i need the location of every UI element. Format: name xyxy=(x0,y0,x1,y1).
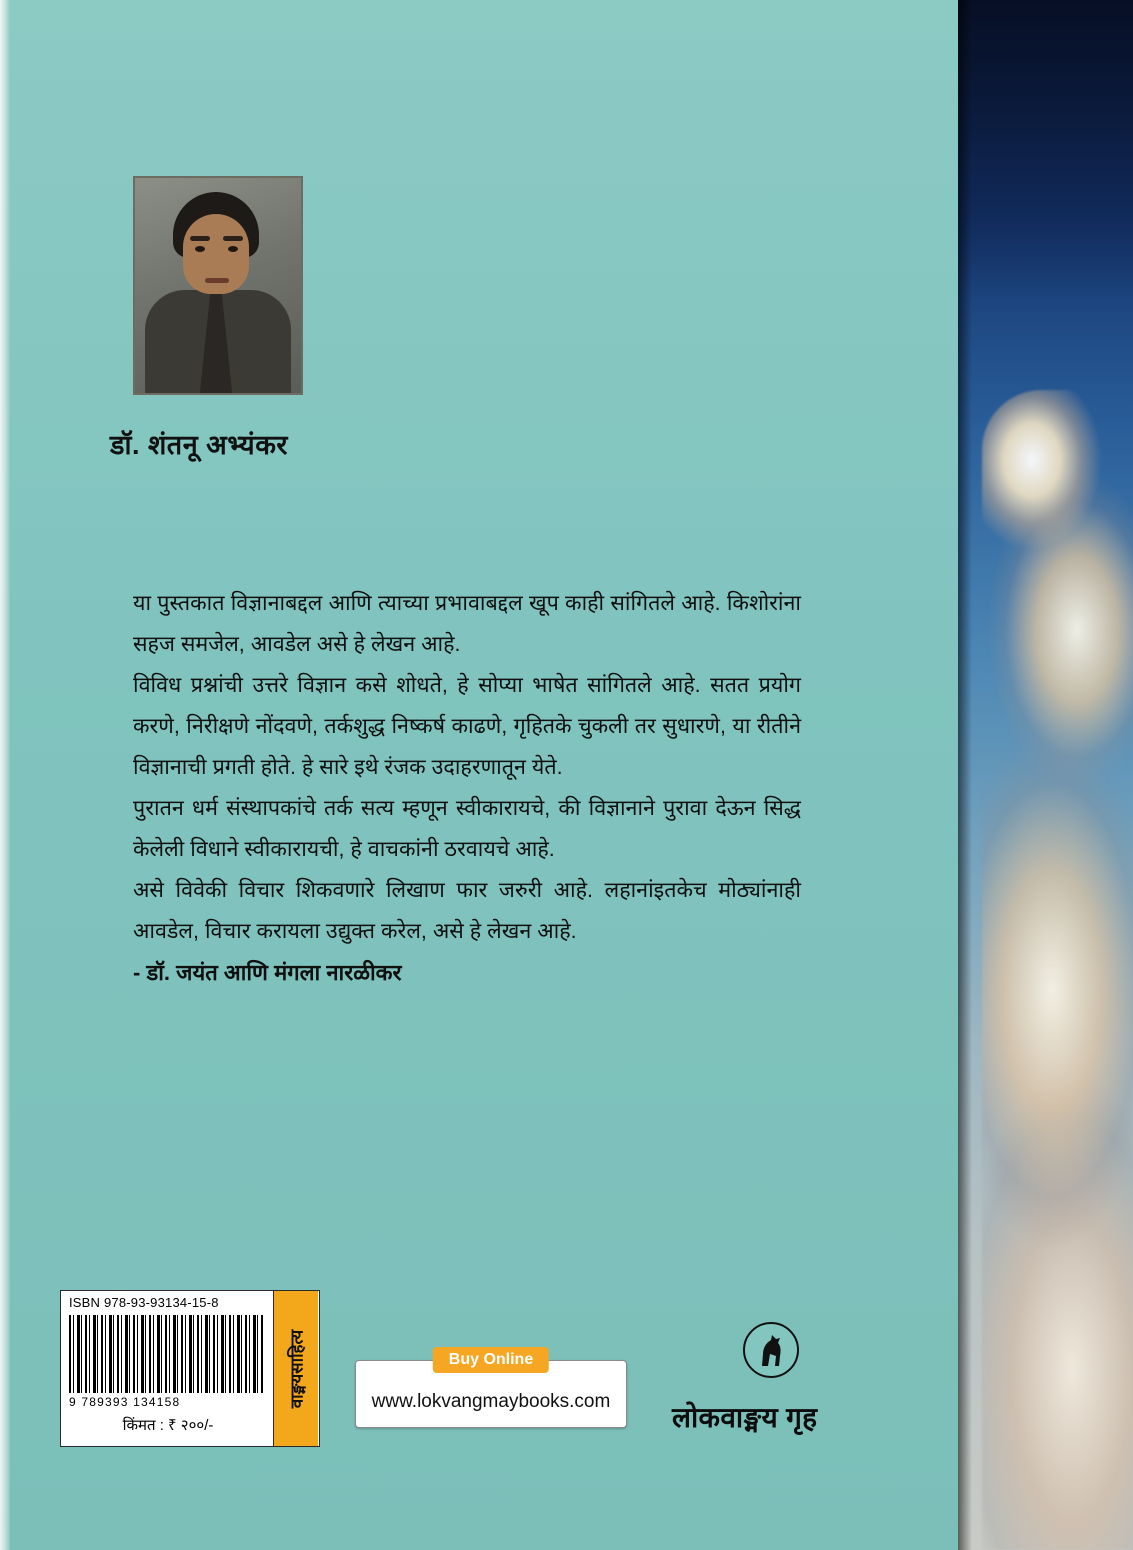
isbn-main xyxy=(61,1291,273,1446)
front-cover-sliver xyxy=(958,0,1133,1550)
horse-logo-icon xyxy=(756,1332,786,1368)
isbn-series-label: वाङ्मयसाहित्य xyxy=(287,1329,307,1408)
blurb-paragraph-3: पुरातन धर्म संस्थापकांचे तर्क सत्य म्हणून स्वीकारायचे, की विज्ञानाने पुरावा देऊन सिद्ध केलेली विधाने स्वीकारायची, हे वाचकांनी ठरवायचे आहे. xyxy=(133,796,801,861)
isbn-number: ISBN 978-93-93134-15-8 xyxy=(69,1295,219,1310)
spine-shadow xyxy=(958,0,972,1550)
blurb-paragraph-2: विविध प्रश्नांची उत्तरे विज्ञान कसे शोधते, हे सोप्या भाषेत सांगितले आहे. सतत प्रयोग करणे, निरीक्षणे नोंदवणे, तर्कशुद्ध निष्कर्ष काढणे, गृहितके चुकली तर सुधारणे, या रीतीने विज्ञानाची प्रगती होते. हे सारे इथे रंजक उदाहरणातून येते. xyxy=(133,673,801,779)
blurb-attribution: - डॉ. जयंत आणि मंगला नारळीकर xyxy=(133,960,402,985)
blurb-text-block xyxy=(133,583,801,993)
price-label: किंमत : ₹ २००/- xyxy=(122,1417,214,1434)
photo-eye-right xyxy=(228,246,238,252)
buy-online-box[interactable] xyxy=(355,1351,627,1428)
buy-online-button[interactable]: Buy Online xyxy=(433,1347,549,1373)
photo-eyebrow-left xyxy=(190,236,210,241)
sky-dark-top xyxy=(958,0,1133,300)
photo-eye-left xyxy=(195,246,205,252)
author-name: डॉ. शंतनू अभ्यंकर xyxy=(110,430,288,460)
publisher-name: लोकवाङ्मय गृह xyxy=(672,1402,818,1433)
photo-eyebrow-right xyxy=(223,236,243,241)
cloud-image xyxy=(982,390,1133,1550)
buy-online-url[interactable]: www.lokvangmaybooks.com xyxy=(371,1391,611,1412)
author-photo xyxy=(133,176,303,395)
barcode-digits: 9 789393 134158 xyxy=(69,1395,181,1409)
isbn-barcode-block xyxy=(60,1290,320,1447)
blurb-paragraph-4: असे विवेकी विचार शिकवणारे लिखाण फार जरुरी आहे. लहानांइतकेच मोठ्यांनाही आवडेल, विचार करायला उद्युक्त करेल, असे हे लेखन आहे. xyxy=(133,878,801,943)
publisher-logo xyxy=(743,1322,799,1378)
isbn-series-strip xyxy=(273,1291,318,1446)
cover-left-edge xyxy=(0,0,10,1550)
blurb-paragraph-1: या पुस्तकात विज्ञानाबद्दल आणि त्याच्या प्रभावाबद्दल खूप काही सांगितले आहे. किशोरांना सहज समजेल, आवडेल असे हे लेखन आहे. xyxy=(133,591,801,656)
barcode-image xyxy=(69,1315,265,1393)
photo-mouth xyxy=(205,278,229,283)
